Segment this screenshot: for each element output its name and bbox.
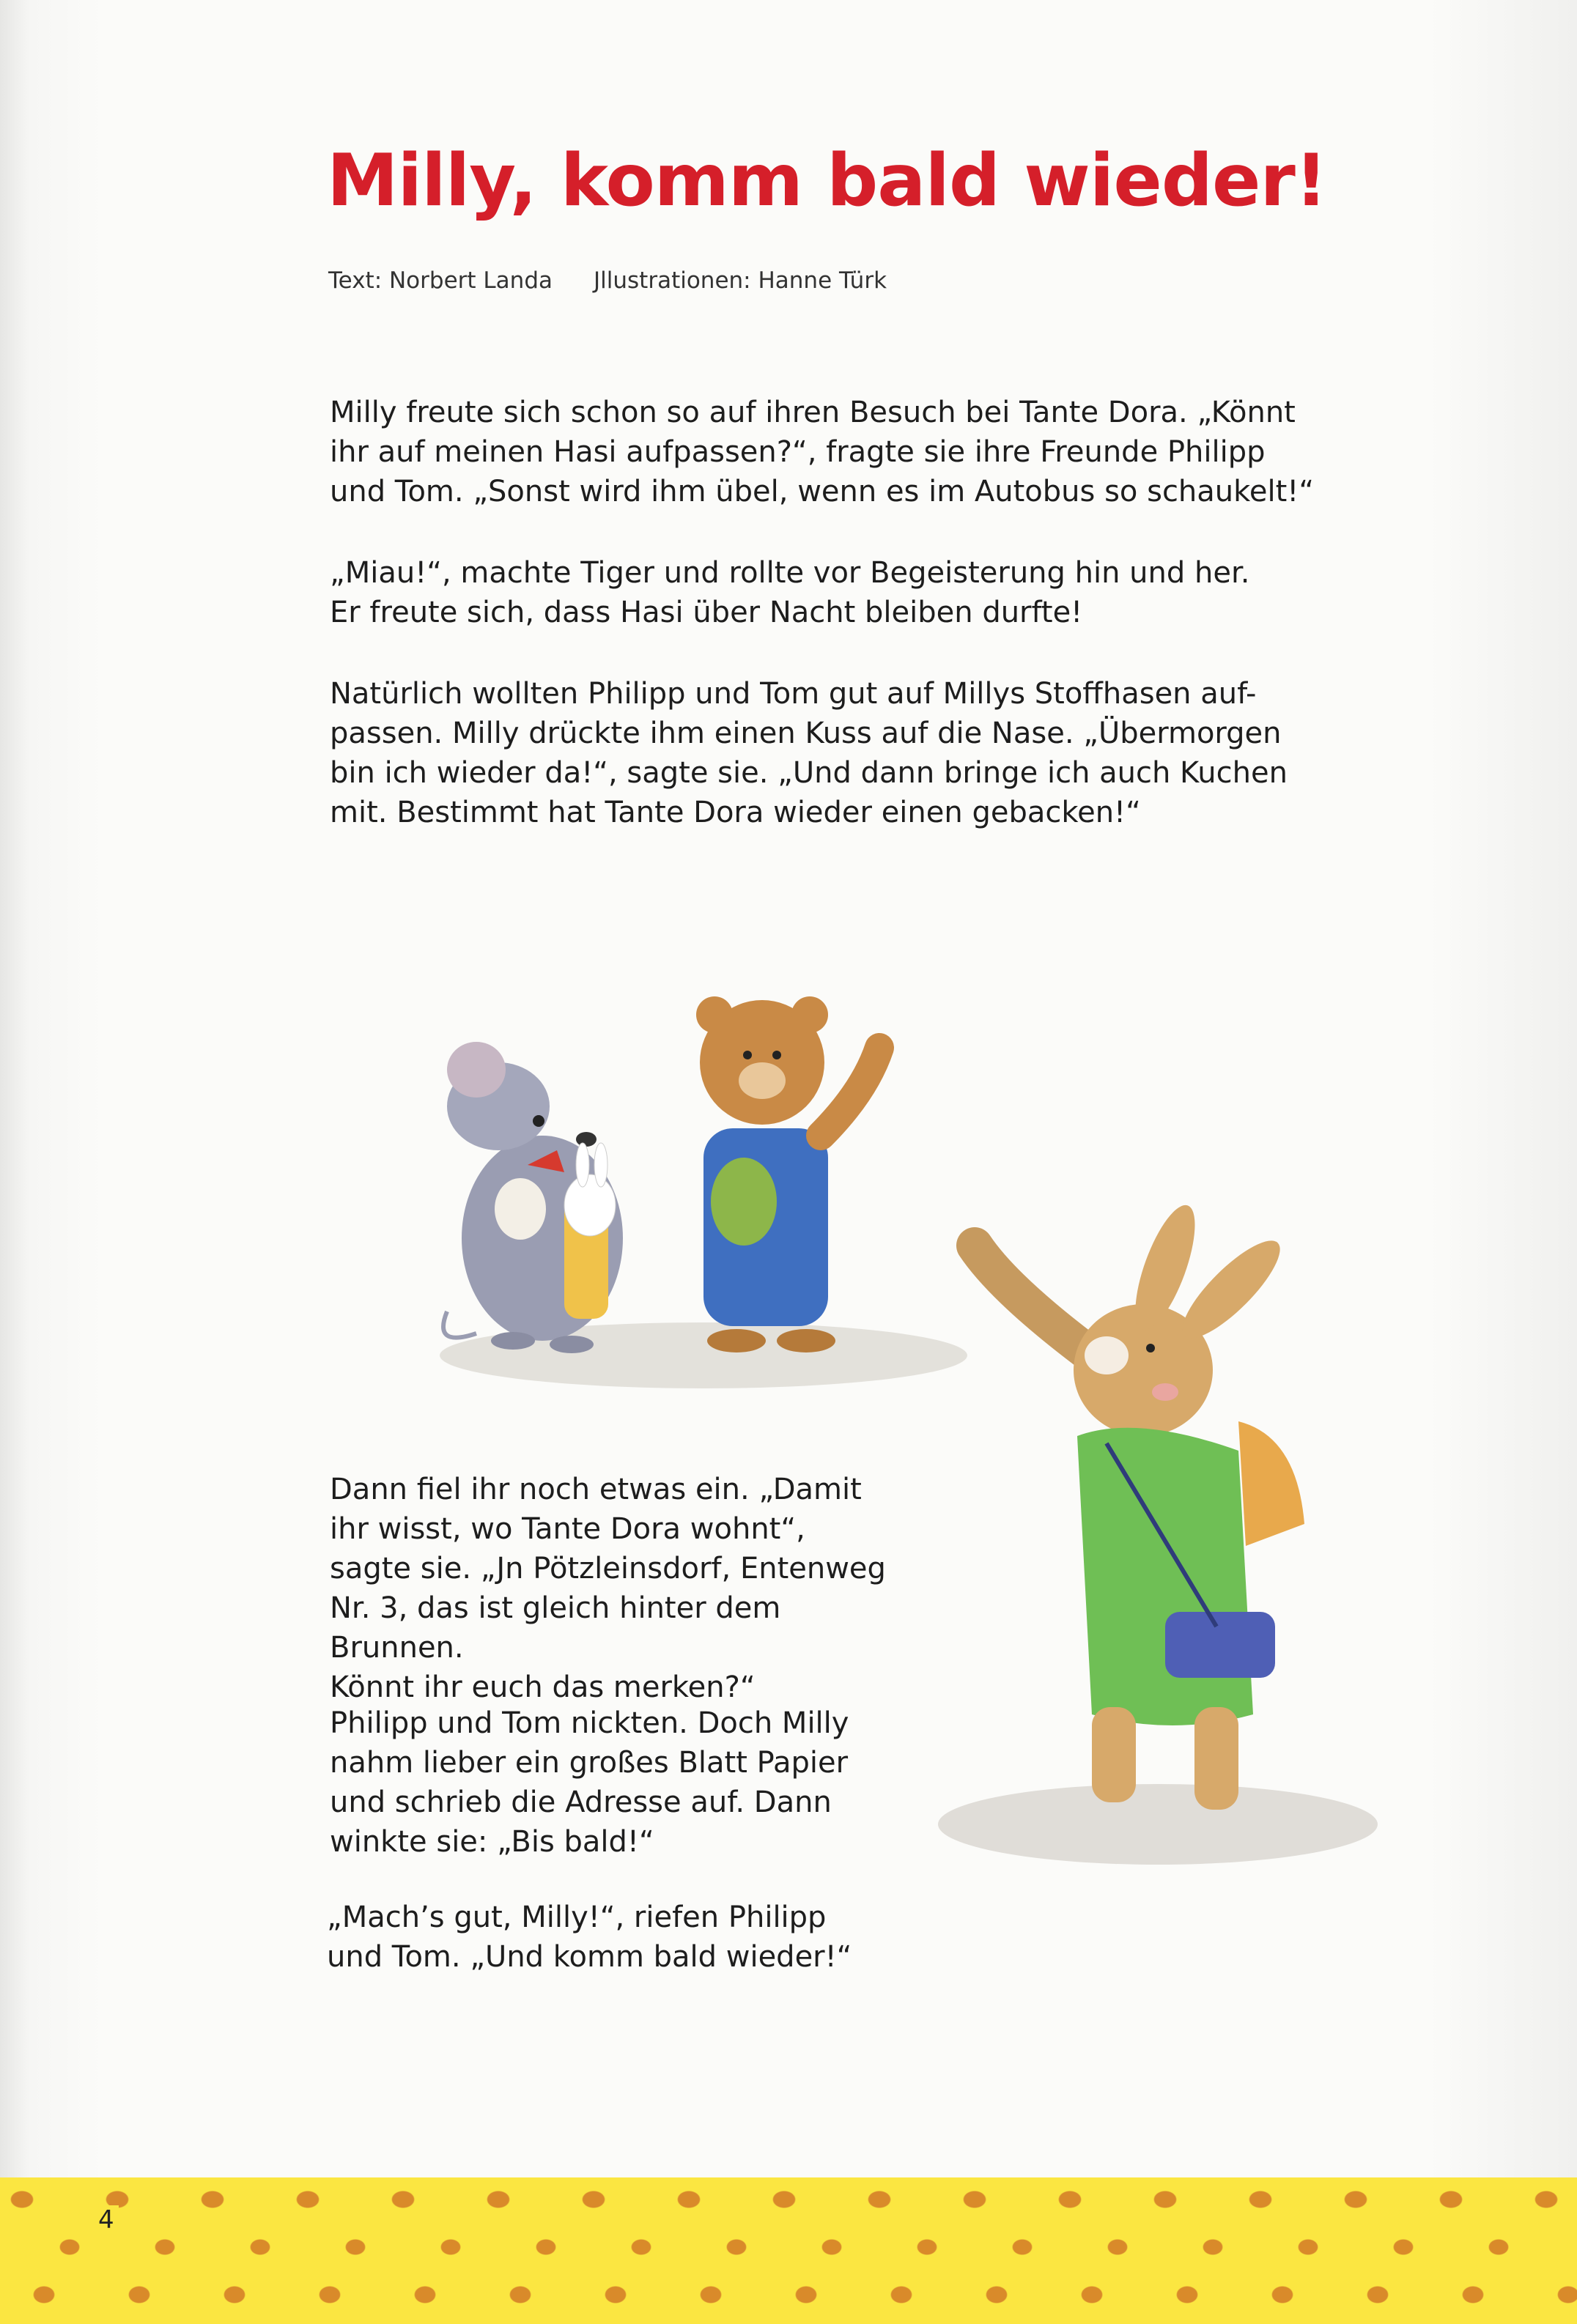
illustrator-credit: Jllustrationen: Hanne Türk — [594, 267, 887, 294]
story-line: und Tom. „Sonst wird ihm übel, wenn es im Autobus so schaukelt!“ — [330, 475, 1315, 508]
story-line: Er freute sich, dass Hasi über Nacht bleiben durfte! — [330, 596, 1083, 629]
dotted-footer-band — [0, 2177, 1577, 2324]
story-line: und Tom. „Und komm bald wieder!“ — [327, 1940, 852, 1974]
story-line: Dann fiel ihr noch etwas ein. „Damit — [330, 1473, 862, 1506]
story-paragraph-6 — [327, 1898, 913, 1977]
story-paragraph-4 — [330, 1470, 916, 1707]
story-line: bin ich wieder da!“, sagte sie. „Und dann bringe ich auch Kuchen — [330, 756, 1288, 790]
story-line: ihr auf meinen Hasi aufpassen?“, fragte sie ihre Freunde Philipp — [330, 435, 1266, 469]
story-line: mit. Bestimmt hat Tante Dora wieder einen gebacken!“ — [330, 796, 1141, 829]
bear-figure — [696, 996, 879, 1352]
mouse-bear-illustration — [410, 989, 997, 1399]
story-line: passen. Milly drückte ihm einen Kuss auf die Nase. „Übermorgen — [330, 717, 1282, 750]
story-title: Milly, komm bald wieder! — [327, 139, 1327, 223]
story-line: und schrieb die Adresse auf. Dann — [330, 1785, 832, 1819]
story-line: Natürlich wollten Philipp und Tom gut auf Millys Stoffhasen auf- — [330, 677, 1257, 711]
rabbit-waving-illustration — [923, 1202, 1451, 1876]
story-line: Nr. 3, das ist gleich hinter dem Brunnen. — [330, 1591, 781, 1665]
story-line: „Miau!“, machte Tiger und rollte vor Begeisterung hin und her. — [330, 556, 1250, 590]
author-credit: Text: Norbert Landa — [328, 267, 553, 294]
story-line: winkte sie: „Bis bald!“ — [330, 1825, 654, 1859]
story-paragraph-2 — [330, 553, 1326, 632]
story-line: Milly freute sich schon so auf ihren Besuch bei Tante Dora. „Könnt — [330, 396, 1296, 429]
story-line: „Mach’s gut, Milly!“, riefen Philipp — [327, 1901, 827, 1934]
story-line: nahm lieber ein großes Blatt Papier — [330, 1746, 849, 1780]
page-number: 4 — [94, 2205, 119, 2235]
story-line: Könnt ihr euch das merken?“ — [330, 1670, 756, 1704]
story-paragraph-5 — [330, 1703, 916, 1862]
story-paragraph-1 — [330, 393, 1326, 511]
story-line: ihr wisst, wo Tante Dora wohnt“, — [330, 1512, 805, 1546]
story-line: Philipp und Tom nickten. Doch Milly — [330, 1706, 849, 1740]
story-paragraph-3 — [330, 674, 1326, 832]
story-line: sagte sie. „Jn Pötzleinsdorf, Entenweg — [330, 1552, 886, 1585]
